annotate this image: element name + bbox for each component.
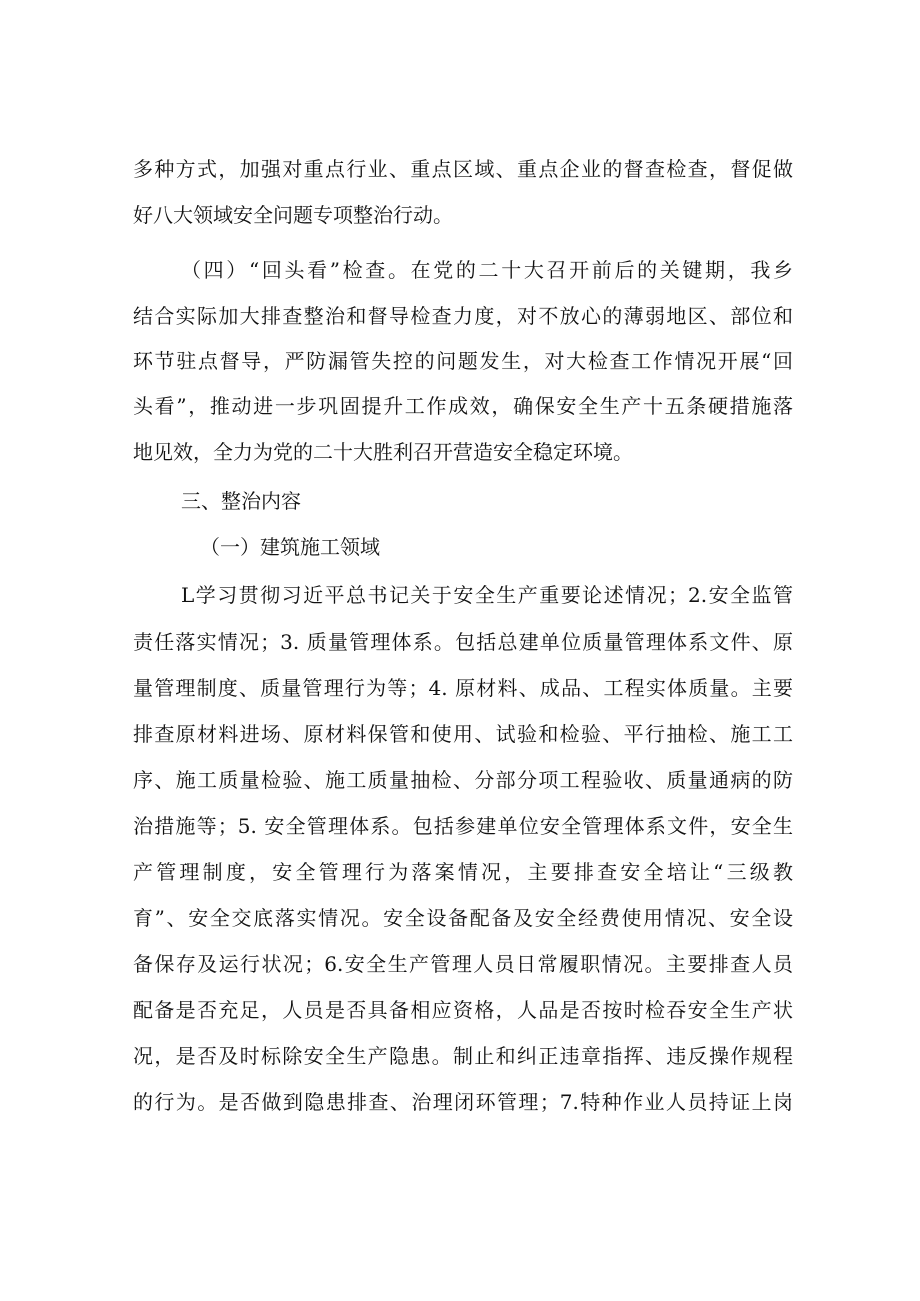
text-line: 环节驻点督导，严防漏管失控的问题发生，对大检查工作情况开展“回 [133, 349, 793, 373]
text-line: 治措施等；5. 安全管理体系。包括参建单位安全管理体系文件，安全生 [133, 814, 793, 838]
text-line: （四）“回头看”检查。在党的二十大召开前后的关键期，我乡 [181, 258, 793, 282]
subsection-heading: （一）建筑施工领域 [200, 535, 380, 559]
text-line: 量管理制度、质量管理行为等；4. 原材料、成品、工程实体质量。主要 [133, 676, 793, 700]
text-line: 责任落实情况；3. 质量管理体系。包括总建单位质量管理体系文件、原 [133, 630, 793, 654]
text-line: 地见效，全力为党的二十大胜利召开营造安全稳定环境。 [133, 440, 633, 464]
text-line: 头看”，推动进一步巩固提升工作成效，确保安全生产十五条硬措施落 [133, 394, 793, 418]
text-line: 好八大领域安全问题专项整治行动。 [133, 203, 453, 227]
text-line: 序、施工质量检验、施工质量抽检、分部分项工程验收、质量通病的防 [133, 768, 793, 792]
text-line: 结合实际加大排查整治和督导检查力度，对不放心的薄弱地区、部位和 [133, 304, 793, 328]
text-line: 备保存及运行状况；6.安全生产管理人员日常履职情况。主要排查人员 [133, 952, 793, 976]
text-line: 育”、安全交底落实情况。安全设备配备及安全经费使用情况、安全设 [133, 906, 793, 930]
text-line: 况，是否及时标除安全生产隐患。制止和纠正违章指挥、违反操作规程 [133, 1044, 793, 1068]
text-line: 配备是否充足，人员是否具备相应资格，人品是否按时检吞安全生产状 [133, 998, 793, 1022]
section-heading: 三、整治内容 [181, 489, 301, 513]
text-line: 多种方式，加强对重点行业、重点区域、重点企业的督查检查，督促做 [133, 157, 793, 181]
text-line: 排查原材料进场、原材料保管和使用、试验和检验、平行抽检、施工工 [133, 722, 793, 746]
text-line: 产管理制度，安全管理行为落案情况，主要排查安全培让“三级教 [133, 860, 793, 884]
text-line: L学习贯彻习近平总书记关于安全生产重要论述情况；2.安全监管 [181, 583, 793, 607]
text-line: 的行为。是否做到隐患排查、治理闭环管理；7.特种作业人员持证上岗 [133, 1090, 793, 1114]
